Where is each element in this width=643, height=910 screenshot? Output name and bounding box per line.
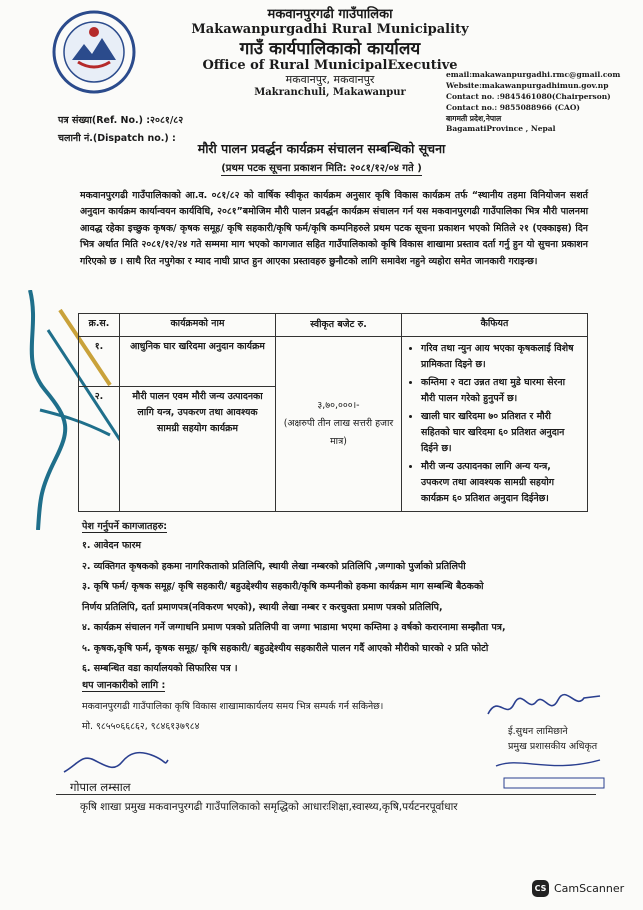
contact-block (446, 70, 636, 135)
signatory-title: प्रमुख प्रशासकीय अधिकृत (508, 741, 598, 752)
row-sn: १. (79, 337, 120, 387)
info-block (82, 697, 383, 737)
notice-title: मौरी पालन प्रवर्द्धन कार्यक्रम संचालन सम्बन्धिको सूचना (197, 141, 446, 156)
table-row (79, 337, 588, 387)
contact-chairperson: Contact no. :9845461080(Chairperson) (446, 91, 611, 101)
documents-heading: पेश गर्नुपर्ने कागजातहरु: (82, 521, 168, 532)
row-program: आधुनिक घार खरिदमा अनुदान कार्यक्रम (120, 337, 276, 387)
remarks-cell (402, 337, 588, 512)
notice-body: मकवानपुरगढी गाउँपालिकाको आ.व. ०८१/८२ को वार्षिक स्वीकृत कार्यक्रम अनुसार कृषि विकास कार्यक्रम तर्फ “स्थानीय तहमा विनियोजन सशर्त अनुदान कार्यक्रम कार्यान्वयन कार्यविधि, २०८१”बमोजिम मौरी पालन प्रवर्द्धन कार्यक्रम संचालन गर्न यस मकवानपुरगढी गाउँपालिका भित्र मौरी पालनमा आवद्ध रहेका इच्छुक कृषक/ कृषक समूह/ कृषि सहकारी/कृषि फर्म/कृषि कम्पनिहरुले प्रथम पटक सूचना प्रकाशन भएको मितिले २१ (एक्काइस) दिन भित्र अर्थात मिति २०८१/१२/२४ गते सम्ममा माग भएको कागजात सहित गाउँपालिकाको कृषि विकास शाखामा प्रस्ताव दर्ता गर्नु हुन यो सुचना प्रकाशन गरिएको छ । साथै रित नपुगेका र म्याद नाघी प्राप्त हुन आएका प्रस्तावहरु छुनौटको लागि समावेश नहुने व्यहोरा समेत जानकारी गराइन्छ। (80, 190, 588, 267)
signature-cao (484, 690, 604, 722)
ref-number: पत्र संख्या(Ref. No.) :२०८१/८२ (58, 115, 184, 126)
list-item: ३. कृषि फर्म/ कृषक समूह/ कृषि सहकारी/ बहुउद्देश्यीय सहकारी/कृषि कम्पनीको हकमा कार्यक्रम माग सम्बन्धि बैठकको (82, 581, 484, 592)
budget-amount: ३,७०,०००।- (317, 400, 360, 411)
info-phones: मो. ९८५५०६६८६२, ९८४६१३७९८४ (82, 721, 200, 732)
footer-name: गोपाल लम्साल (70, 780, 131, 794)
address-nepali: मकवानपुर, मकवानपुर (285, 73, 375, 87)
list-item: निर्णय प्रतिलिपि, दर्ता प्रमाणपत्र(नविकरण भएको), स्थायी लेखा नम्बर र करचुक्ता प्रमाण पत्रको प्रतिलिपि, (82, 601, 443, 613)
office-name-english: Office of Rural MunicipalExecutive (202, 58, 458, 74)
office-stamp (490, 752, 610, 792)
contact-website: Website:makawanpurgadhimun.gov.np (446, 80, 609, 90)
municipality-name-nepali: मकवानपुरगढी गाउँपालिका (267, 7, 393, 22)
table-header-row (79, 314, 588, 337)
remark-item: • कम्तिमा २ वटा उन्नत तथा मुडे घारमा सेरना मौरी पालन गरेको हुनुपर्ने छ। (421, 375, 582, 407)
list-item: ६. सम्बन्धित वडा कार्यालयको सिफारिस पत्र । (82, 663, 238, 674)
col-remarks: कैफियत (402, 314, 588, 337)
contact-cao: Contact no.: 9855088966 (CAO) (446, 102, 580, 112)
camscanner-label: CamScanner (554, 882, 625, 895)
col-program: कार्यक्रमको नाम (120, 314, 276, 337)
address-english: Makranchuli, Makawanpur (254, 87, 406, 98)
province-english: BagamatiProvince , Nepal (446, 124, 556, 134)
signatory-name: ई.सुधन लामिछाने (508, 726, 568, 737)
municipality-logo (52, 10, 136, 94)
remark-item: • मौरी जन्य उत्पादनका लागि अन्य यन्त्र, उपकरण तथा आवश्यक सामग्री सहयोग कार्यक्रम ६० प्रतिशत अनुदान दिईनेछ। (421, 459, 582, 507)
list-item: ५. कृषक,कृषि फर्म, कृषक समूह/ कृषि सहकारी/ बहुउद्देश्यीय सहकारीले पालन गर्दै आएको मौरीको घारको २ प्रति फोटो (82, 642, 489, 654)
program-table (78, 313, 588, 512)
municipality-name-english: Makawanpurgadhi Rural Municipality (191, 21, 469, 37)
list-item: २. व्यक्तिगत कृषकको हकमा नागरिकताको प्रतिलिपि, स्थायी लेखा नम्बरको प्रतिलिपि ,जग्गाको पुर्जाको प्रतिलिपी (82, 560, 466, 572)
footer-slogan: कृषि शाखा प्रमुख मकवानपुरगढी गाउँपालिकाको समृद्धिको आधारःशिक्षा,स्वास्थ्य,कृषि,पर्यटनरपूर्वाधार (80, 801, 458, 813)
budget-words: (अक्षरुपी तीन लाख सत्तरी हजार मात्र) (283, 418, 394, 447)
dispatch-number: चलानी नं.(Dispatch no.) : (58, 133, 176, 145)
office-name-nepali: गाउँ कार्यपालिकाको कार्यालय (239, 38, 421, 59)
info-line: मकवानपुरगढी गाउँपालिका कृषि विकास शाखामाकार्यलय समय भित्र सम्पर्क गर्न सकिनेछ। (82, 701, 384, 712)
camscanner-icon: CS (532, 880, 549, 897)
notice-subtitle: (प्रथम पटक सूचना प्रकाशन मिति: २०८१/१२/०४ गते ) (221, 163, 422, 174)
list-item: १. आवेदन फारम (82, 540, 142, 551)
signature-agriculture-head (60, 742, 170, 782)
camscanner-watermark (532, 880, 624, 897)
row-program: मौरी पालन एवम मौरी जन्य उत्पादनका लागि यन्त्र, उपकरण तथा आवश्यक सामग्री सहयोग कार्यक्रम (120, 386, 276, 511)
documents-list (82, 536, 592, 680)
list-item: ४. कार्यक्रम संचालन गर्ने जग्गाधनि प्रमाण पत्रको प्रतिलिपी वा जग्गा भाडामा भएमा कम्तिमा ३ वर्षको करारनामा सम्झौता पत्र, (82, 622, 506, 633)
info-heading: थप जानकारीको लागि : (82, 680, 166, 691)
footer-divider (56, 794, 596, 795)
row-sn: २. (79, 386, 120, 511)
col-budget: स्वीकृत बजेट रु. (276, 314, 402, 337)
contact-email: email:makawanpurgadhi.rmc@gmail.com (446, 70, 621, 79)
remark-item: • खाली घार खरिदमा ७० प्रतिशत र मौरी सहितको घार खरिदमा ६० प्रतिशत अनुदान दिईने छ। (421, 409, 582, 457)
budget-cell (276, 337, 402, 512)
province-nepali: बागमती प्रदेश,नेपाल (446, 113, 502, 123)
col-sn: क्र.स. (79, 314, 120, 337)
remark-item: • गरिव तथा न्युन आय भएका कृषकलाई विशेष प्रामिकता दिइने छ। (421, 341, 582, 373)
signatory-block (508, 724, 597, 754)
